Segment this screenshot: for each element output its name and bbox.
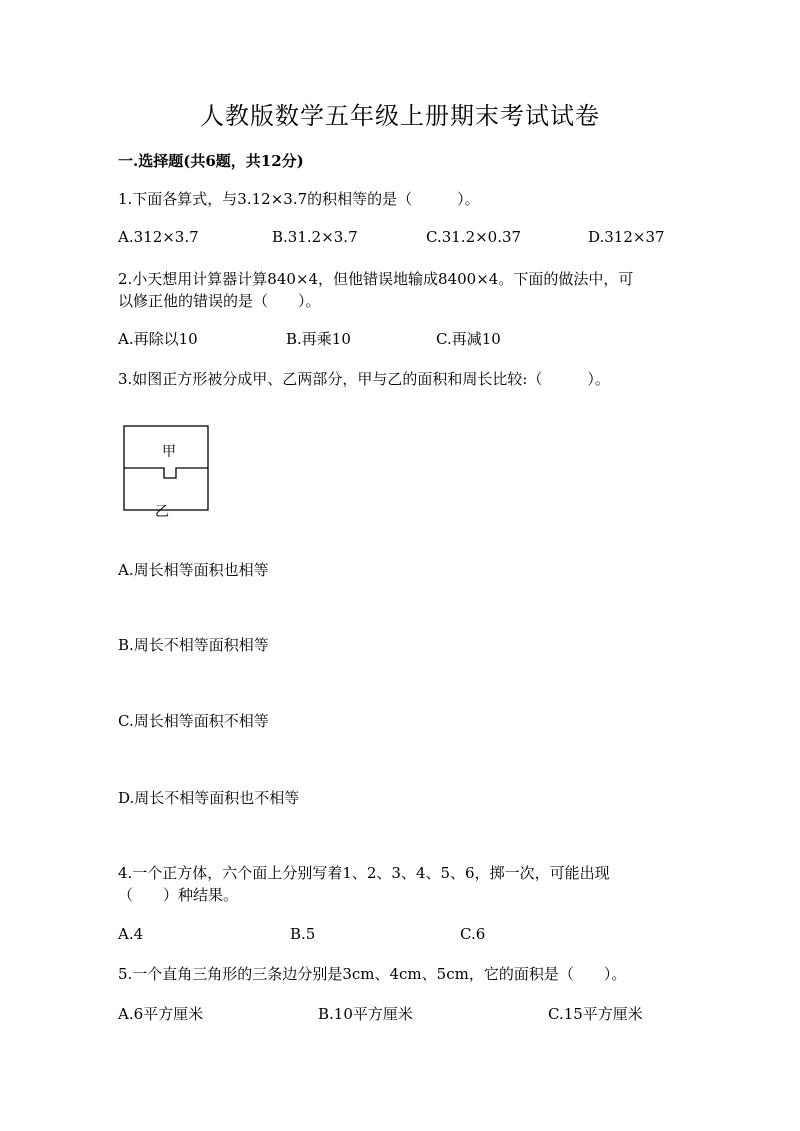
q2-option-b[interactable]: B.再乘10 <box>286 330 351 348</box>
q5-option-c[interactable]: C.15平方厘米 <box>548 1005 643 1023</box>
q2-option-a[interactable]: A.再除以10 <box>118 330 198 348</box>
q1-option-a[interactable]: A.312×3.7 <box>118 228 199 246</box>
q4-stem-line2: （ ）种结果。 <box>118 886 239 904</box>
q3-option-c[interactable]: C.周长相等面积不相等 <box>118 712 269 730</box>
q2-option-c[interactable]: C.再减10 <box>436 330 501 348</box>
q3-stem: 3.如图正方形被分成甲、乙两部分，甲与乙的面积和周长比较:（ ）。 <box>118 370 610 388</box>
q5-option-b[interactable]: B.10平方厘米 <box>318 1005 413 1023</box>
q5-stem: 5.一个直角三角形的三条边分别是3cm、4cm、5cm，它的面积是（ ）。 <box>118 965 627 983</box>
q4-stem-line1: 4.一个正方体，六个面上分别写着1、2、3、4、5、6，掷一次，可能出现 <box>118 864 610 882</box>
q1-option-b[interactable]: B.31.2×3.7 <box>272 228 358 246</box>
square-figure <box>118 420 218 520</box>
q1-option-c[interactable]: C.31.2×0.37 <box>426 228 522 246</box>
section-heading: 一.选择题(共6题，共12分) <box>118 152 304 170</box>
q1-option-d[interactable]: D.312×37 <box>588 228 665 246</box>
q4-option-c[interactable]: C.6 <box>460 925 486 943</box>
q4-option-a[interactable]: A.4 <box>118 925 144 943</box>
figure-label-yi: 乙 <box>155 504 169 520</box>
q3-option-a[interactable]: A.周长相等面积也相等 <box>118 561 269 579</box>
figure-label-jia: 甲 <box>162 444 176 460</box>
dividing-line <box>124 468 208 478</box>
q3-option-b[interactable]: B.周长不相等面积相等 <box>118 636 269 654</box>
q4-option-b[interactable]: B.5 <box>290 925 316 943</box>
page-title: 人教版数学五年级上册期末考试试卷 <box>200 102 600 130</box>
q2-stem-line2: 以修正他的错误的是（ ）。 <box>118 292 321 310</box>
q2-stem-line1: 2.小天想用计算器计算840×4，但他错误地输成8400×4。下面的做法中，可 <box>118 270 634 288</box>
q5-option-a[interactable]: A.6平方厘米 <box>118 1005 204 1023</box>
q3-option-d[interactable]: D.周长不相等面积也不相等 <box>118 789 300 807</box>
q1-stem: 1.下面各算式，与3.12×3.7的积相等的是（ ）。 <box>118 190 480 208</box>
